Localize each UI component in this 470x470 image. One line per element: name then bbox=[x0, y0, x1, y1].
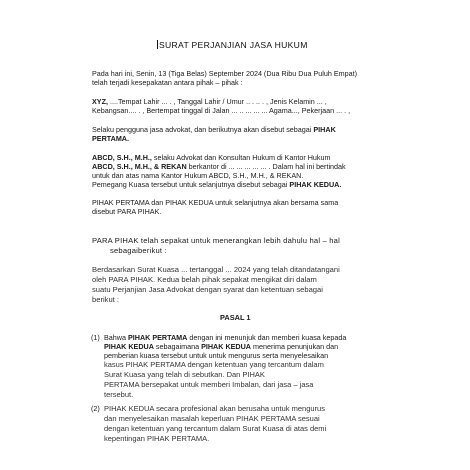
party2-line-4 bbox=[92, 180, 341, 189]
party2-firm: ABCD, S.H., M.H., & REKAN bbox=[92, 162, 187, 171]
party2-name: ABCD, S.H., M.H., bbox=[92, 153, 152, 162]
clause-1-l2d: menerima penunjukan dan bbox=[251, 342, 339, 351]
clause-1-l2c: PIHAK KEDUA bbox=[201, 342, 251, 351]
clause-1-line-4: kasus PIHAK PERTAMA dengan ketentuan yang tercantum dalam bbox=[104, 360, 324, 369]
party1-details: ....Tempat Lahir ... . , Tanggal Lahir / Umur .. . .. . , Jenis Kelamin ... , bbox=[107, 97, 327, 106]
intro-line-1: PARA PIHAK telah sepakat untuk menerangkan lebih dahulu hal – hal bbox=[92, 236, 340, 245]
clause-1-l1b: PIHAK PERTAMA bbox=[127, 333, 188, 342]
party1-role-text: Selaku pengguna jasa advokat, dan berikutnya akan disebut sebagai bbox=[92, 125, 314, 134]
party2-line-3: untuk dan atas nama Kantor Hukum ABCD, S.H., M.H., & REKAN. bbox=[92, 171, 304, 180]
clause-1-line-6: PERTAMA bersepakat untuk memberi Imbalan, dari jasa – jasa bbox=[104, 380, 314, 389]
clause-1-l2a: PIHAK KEDUA bbox=[104, 342, 154, 351]
opening-line-1: Pada hari ini, Senin, 13 (Tiga Belas) September 2024 (Dua Ribu Dua Puluh Empat) bbox=[92, 69, 358, 78]
clause-1-l1c: dengan ini menunjuk dan memberi kuasa kepada bbox=[187, 333, 347, 342]
clause-1-line-5: Surat Kuasa yang telah di sebutkan. Dan PIHAK bbox=[104, 370, 265, 379]
parties-ref-line-2: disebut PARA PIHAK. bbox=[92, 207, 162, 216]
parties-ref-line-1: PIHAK PERTAMA dan PIHAK KEDUA untuk selanjutnya akan bersama sama bbox=[92, 198, 339, 207]
opening-line-2: telah terjadi kesepakatan antara pihak – pihak : bbox=[92, 78, 243, 87]
clause-1-number: (1) bbox=[91, 333, 100, 342]
clause-1-line-1 bbox=[104, 333, 346, 342]
party2-line-1-rest: selaku Advokat dan Konsultan Hukum di Kantor Hukum bbox=[151, 153, 331, 162]
clause-1-line-3: pemberian kuasa tersebut untuk untuk mengurus serta menyelesaikan bbox=[104, 351, 329, 360]
party1-role-line-1 bbox=[92, 125, 336, 134]
clause-1-l1a: Bahwa bbox=[104, 333, 128, 342]
party2-line-2-rest: berkantor di ... ... ... ... ... . Dalam hal ini bertindak bbox=[186, 162, 346, 171]
clause-2-line-3: dengan ketentuan yang tercantum dalam Surat Kuasa di atas demi bbox=[104, 424, 327, 433]
party1-line-1 bbox=[92, 97, 327, 106]
clause-2-line-2: dan menyelesaikan masalah keperluan PIHAK PERTAMA sesuai bbox=[104, 414, 320, 423]
clause-2-line-1: PIHAK KEDUA secara profesional akan berusaha untuk mengurus bbox=[104, 404, 325, 413]
party2-line-4-text: Pemegang Kuasa tersebut untuk selanjutnya disebut sebagai bbox=[92, 180, 290, 189]
basis-line-4: berikut : bbox=[92, 295, 120, 304]
party1-name: XYZ, bbox=[92, 97, 108, 106]
basis-line-2: oleh PARA PIHAK. Kedua belah pihak sepakat mengikat diri dalam bbox=[92, 275, 317, 284]
intro-line-2: sebagaiberikut : bbox=[110, 246, 167, 255]
party2-line-1 bbox=[92, 153, 331, 162]
party1-role-bold: PIHAK bbox=[313, 125, 336, 134]
clause-1-line-2 bbox=[104, 342, 338, 351]
article-heading: PASAL 1 bbox=[220, 313, 251, 322]
party2-role-bold: PIHAK KEDUA. bbox=[289, 180, 342, 189]
party1-role-line-2: PERTAMA. bbox=[92, 134, 129, 143]
clause-2-number: (2) bbox=[91, 404, 100, 413]
party2-line-2 bbox=[92, 162, 346, 171]
text-cursor bbox=[157, 40, 158, 49]
party1-line-2: Kebangsan.... . , Bertempat tinggal di Jalan ... .. ... ... ... Agama..., Pekerjaan ... . , bbox=[92, 106, 351, 115]
clause-1-line-7: tersebut. bbox=[104, 390, 134, 399]
basis-line-3: suatu Perjanjian Jasa Advokat dengan syarat dan ketentuan sebagai bbox=[92, 285, 323, 294]
basis-line-1: Berdasarkan Surat Kuasa ... tertanggal ... 2024 yang telah ditandatangani bbox=[92, 265, 340, 274]
document-title bbox=[157, 40, 308, 50]
document-title-text: SURAT PERJANJIAN JASA HUKUM bbox=[159, 40, 308, 50]
clause-1-l2b: sebagaimana bbox=[153, 342, 202, 351]
clause-2-line-4: kepentingan PIHAK PERTAMA. bbox=[104, 434, 210, 443]
